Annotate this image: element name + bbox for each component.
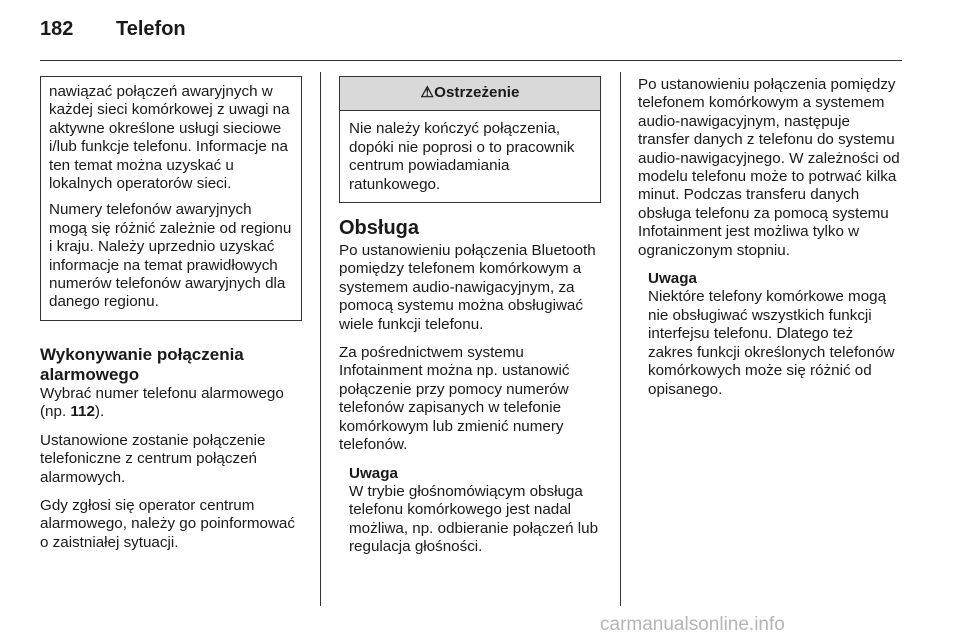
info-box-paragraph-1: nawiązać połączeń awaryjnych w każdej sieci komórkowej z uwagi na aktywne określone usługi sieciowe i/lub funkcje telefonu. Informacje na ten temat można uzyskać u lokalnych operatorów sieci. xyxy=(49,83,290,193)
text-dial-suffix: ). xyxy=(94,403,105,421)
section-heading-operation: Obsługa xyxy=(339,217,420,240)
paragraph-data-transfer: Po ustanowieniu połączenia pomiędzy telefonem komórkowym a systemem audio-nawigacyjnym, następuje transfer danych z telefonu do systemu audio-nawigacyjnego. W zależności od modelu telefonu może to potrwać kilka minut. Podczas transferu danych obsługa telefonu za pomocą systemu Infotainment jest możliwa tylko w ograniczonym stopniu. xyxy=(638,76,900,259)
info-box xyxy=(40,76,302,321)
warning-triangle-icon: ⚠ xyxy=(420,84,435,101)
warning-box xyxy=(339,76,601,203)
info-box-paragraph-2: Numery telefonów awaryjnych mogą się różnić zależnie od regionu i kraju. Należy uprzednio uzyskać informacje na temat prawidłowych numerów telefonów awaryjnych dla danego regionu. xyxy=(49,201,292,311)
section-heading-emergency-call: Wykonywanie połączenia alarmowego xyxy=(40,344,244,384)
paragraph-dial-number xyxy=(40,385,302,422)
paragraph-operator: Gdy zgłosi się operator centrum alarmowego, należy go poinformować o zaistniałej sytuacji. xyxy=(40,496,295,551)
header-rule xyxy=(40,60,902,61)
page-number: 182 xyxy=(40,18,74,40)
warning-title: Ostrzeżenie xyxy=(434,84,520,101)
page-title: Telefon xyxy=(116,18,186,40)
column-3 xyxy=(638,76,902,399)
note-text: W trybie głośnomówiącym obsługa telefonu komórkowego jest nadal możliwa, np. odbieranie połączeń lub regulacja głośności. xyxy=(349,482,599,556)
emergency-number: 112 xyxy=(70,403,95,421)
paragraph-operation-1: Po ustanowieniu połączenia Bluetooth pomiędzy telefonem komórkowym a systemem audio-nawigacyjnym, za pomocą systemu można obsługiwać wiele funkcji telefonu. xyxy=(339,242,596,333)
column-divider-2 xyxy=(620,72,621,606)
note-handsfree xyxy=(339,465,601,557)
warning-text: Nie należy kończyć połączenia, dopóki nie poprosi o to pracownik centrum powiadamiania ratunkowego. xyxy=(349,120,575,193)
column-divider-1 xyxy=(320,72,321,606)
watermark: carmanualsonline.info xyxy=(600,614,785,635)
note-label: Uwaga xyxy=(349,464,398,482)
note-phone-support xyxy=(638,270,902,399)
paragraph-connection: Ustanowione zostanie połączenie telefoniczne z centrum połączeń alarmowych. xyxy=(40,431,266,486)
paragraph-operation-2: Za pośrednictwem systemu Infotainment można np. ustanowić połączenie przy pomocy numerów telefonów zapisanych w telefonie komórkowym lub zmienić numery telefonów. xyxy=(339,344,570,454)
text-dial-prefix: Wybrać numer telefonu alarmowego (np. xyxy=(40,384,284,421)
note-label: Uwaga xyxy=(648,270,697,288)
column-1 xyxy=(40,76,302,562)
note-text: Niektóre telefony komórkowe mogą nie obsługiwać wszystkich funkcji interfejsu telefonu. Dlatego też zakres funkcji określonych telefonów komórkowych może się różnić od opisanego. xyxy=(648,288,895,398)
warning-title-bar xyxy=(340,77,600,111)
column-2 xyxy=(339,76,601,557)
